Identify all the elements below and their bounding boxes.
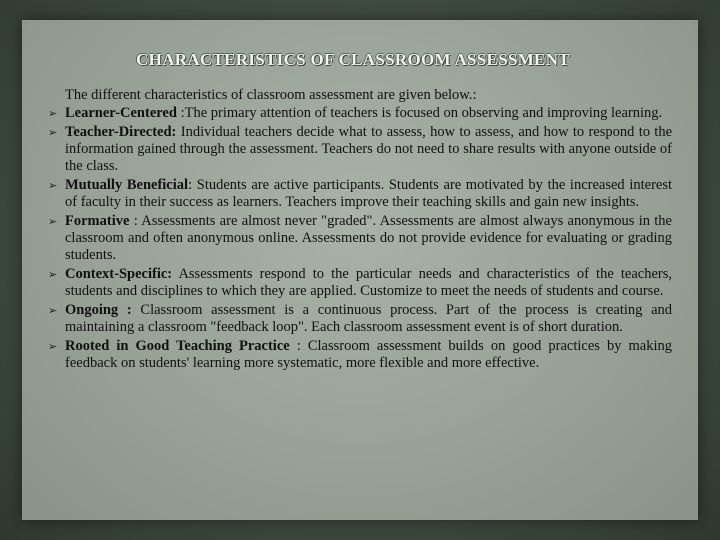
item-text: The primary attention of teachers is focused on observing and improving learning. — [184, 105, 663, 121]
item-term: Ongoing : — [65, 302, 132, 318]
item-text: Classroom assessment builds on good practices by making feedback on students' learning more systematic, more flexible and more effective. — [65, 338, 672, 371]
list-item — [50, 266, 672, 300]
slide-body — [50, 87, 672, 374]
arrow-bullet-icon: ➢ — [48, 268, 58, 281]
list-item — [50, 213, 672, 264]
item-text: Classroom assessment is a continuous process. Part of the process is creating and maintaining a classroom "feedback loop". Each classroom assessment event is of short duration. — [65, 302, 673, 335]
item-text: Individual teachers decide what to assess, how to assess, and how to respond to the information gained through the assessment. Teachers do not need to share results with anyone outside of the class. — [65, 124, 673, 174]
item-separator: : — [176, 105, 185, 121]
list-item — [50, 338, 672, 372]
item-separator: : — [188, 177, 197, 193]
arrow-bullet-icon: ➢ — [48, 126, 58, 139]
item-term: Mutually Beneficial — [65, 177, 189, 193]
arrow-bullet-icon: ➢ — [48, 340, 58, 353]
intro-text: The different characteristics of classroom assessment are given below.: — [65, 87, 477, 103]
item-separator: : — [129, 213, 142, 229]
arrow-bullet-icon: ➢ — [48, 304, 58, 317]
arrow-bullet-icon: ➢ — [48, 215, 58, 228]
item-term: Context-Specific: — [65, 266, 173, 282]
list-item — [50, 177, 672, 211]
item-separator: : — [289, 338, 308, 354]
item-term: Teacher-Directed: — [65, 124, 177, 140]
characteristics-list — [50, 105, 672, 372]
item-text: Students are active participants. Students are motivated by the increased interest of faculty in their success as learners. Teachers improve their teaching skills and gain new insights. — [65, 177, 673, 210]
list-item — [50, 302, 672, 336]
item-text: Assessments are almost never "graded". Assessments are almost always anonymous in the classroom and often anonymous online. Assessments do not provide evidence for evaluating or grading students. — [65, 213, 672, 263]
item-text: Assessments respond to the particular needs and characteristics of the teachers, students and disciplines to which they are applied. Customize to meet the needs of students and course. — [65, 266, 672, 299]
item-term: Rooted in Good Teaching Practice — [65, 338, 290, 354]
list-item — [50, 105, 672, 122]
arrow-bullet-icon: ➢ — [48, 179, 58, 192]
slide-title: CHARACTERISTICS OF CLASSROOM ASSESSMENT — [136, 50, 570, 69]
list-item — [50, 124, 672, 175]
arrow-bullet-icon: ➢ — [48, 107, 58, 120]
item-term: Learner-Centered — [65, 105, 177, 121]
item-term: Formative — [65, 213, 130, 229]
